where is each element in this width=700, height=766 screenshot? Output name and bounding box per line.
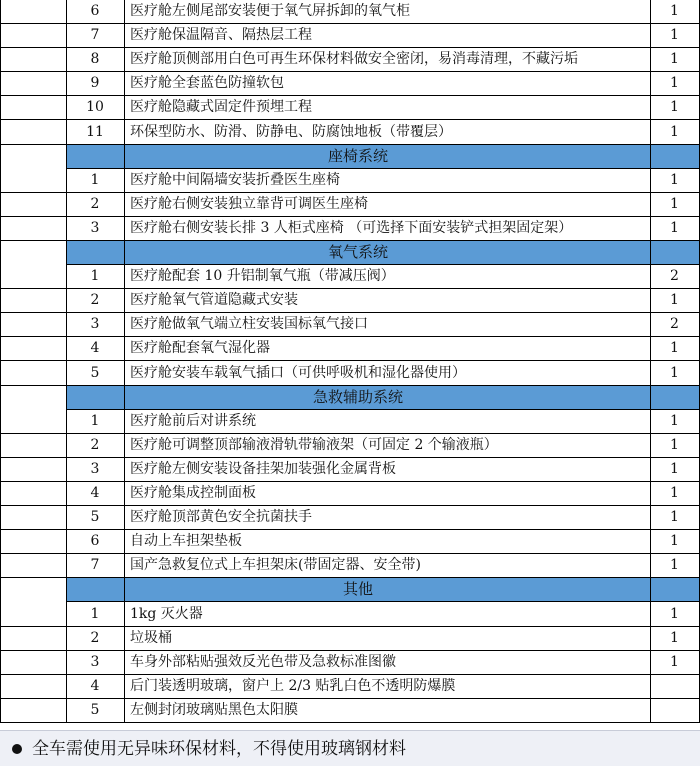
item-description: 医疗舱配套氧气湿化器: [130, 340, 270, 357]
item-quantity: 1: [670, 51, 679, 68]
item-description: 医疗舱做氧气端立柱安装国标氧气接口: [130, 316, 368, 333]
item-quantity: 1: [670, 27, 679, 44]
item-number: 4: [90, 485, 100, 501]
item-quantity: [650, 699, 699, 723]
item-number: 4: [90, 340, 100, 357]
item-number: 5: [90, 701, 100, 718]
item-number: 9: [90, 75, 100, 92]
item-number: 3: [90, 460, 100, 477]
table-row: [0, 603, 700, 627]
item-number: 6: [90, 533, 100, 550]
table-row: [0, 410, 700, 434]
item-quantity: 1: [670, 364, 679, 381]
footer-note: [0, 730, 700, 766]
section-title: 其他: [342, 580, 373, 599]
item-number: 3: [90, 316, 100, 333]
item-quantity: 1: [670, 533, 679, 550]
item-quantity: 1: [670, 629, 679, 646]
item-quantity: 1: [670, 509, 679, 526]
item-description: 1kg 灭火器: [130, 605, 203, 622]
table-row: [0, 72, 700, 96]
item-number: 4: [90, 677, 100, 694]
item-quantity: 1: [670, 412, 679, 429]
table-row: [0, 337, 700, 361]
column-divider: [650, 0, 651, 723]
section-title: 氧气系统: [327, 243, 388, 261]
section-title: 急救辅助系统: [312, 387, 403, 406]
item-number: 5: [90, 364, 100, 381]
table-row: [0, 24, 700, 48]
table-row: [0, 362, 700, 386]
column-divider: [124, 0, 125, 723]
item-description: 环保型防水、防滑、防静电、防腐蚀地板（带覆层）: [130, 123, 452, 140]
item-number: 5: [90, 509, 100, 526]
section-header-row: [0, 241, 700, 265]
item-quantity: 1: [670, 3, 679, 19]
item-quantity: 1: [670, 605, 679, 622]
item-description: 医疗舱安装车载氧气插口（可供呼吸机和湿化器使用）: [130, 364, 466, 381]
item-description: 医疗舱右侧安装长排 3 人柜式座椅 （可选择下面安装铲式担架固定架）: [130, 219, 573, 236]
table-row: [0, 506, 700, 530]
table-row: [0, 482, 700, 506]
table-row: [0, 651, 700, 675]
section-title: 座椅系统: [327, 146, 388, 165]
item-quantity: 1: [670, 460, 679, 477]
item-number: 3: [90, 653, 100, 670]
section-header-row: [0, 578, 700, 602]
item-quantity: 2: [670, 316, 679, 333]
item-quantity: 1: [670, 219, 679, 236]
item-quantity: 1: [670, 171, 679, 188]
table-row: [0, 121, 700, 145]
item-description: 医疗舱左侧尾部安装便于氧气屏拆卸的氧气柜: [130, 3, 410, 19]
row-divider: [0, 722, 700, 723]
table-row: [0, 434, 700, 458]
table-row: [0, 699, 700, 723]
table-row: [0, 675, 700, 699]
column-divider: [0, 0, 1, 723]
item-number: 1: [90, 412, 100, 429]
item-description: 医疗舱可调整顶部输液滑轨带输液架（可固定 2 个输液瓶）: [130, 436, 498, 453]
item-quantity: 1: [670, 123, 679, 140]
item-description: 医疗舱顶部黄色安全抗菌扶手: [130, 509, 312, 526]
item-number: 1: [90, 268, 100, 285]
item-quantity: 1: [670, 436, 679, 453]
table-row: [0, 169, 700, 193]
item-description: 医疗舱前后对讲系统: [130, 412, 256, 429]
item-quantity: 1: [670, 340, 679, 357]
item-quantity: 1: [670, 485, 679, 501]
table-row: [0, 265, 700, 289]
item-number: 2: [90, 195, 100, 212]
item-number: 3: [90, 219, 100, 236]
table-row: [0, 313, 700, 337]
item-number: 8: [90, 51, 100, 68]
table-row: [0, 217, 700, 241]
item-quantity: 1: [670, 653, 679, 670]
item-description: 车身外部粘贴强效反光色带及急救标准图徽: [130, 653, 396, 670]
footer-text: 全车需使用无异味环保材料，不得使用玻璃钢材料: [32, 739, 406, 759]
item-description: 国产急救复位式上车担架床(带固定器、安全带): [130, 557, 421, 574]
item-quantity: [650, 675, 699, 699]
item-quantity: 1: [670, 195, 679, 212]
item-number: 2: [90, 292, 100, 309]
item-description: 医疗舱中间隔墙安装折叠医生座椅: [130, 171, 340, 188]
table-row: [0, 554, 700, 578]
item-quantity: 2: [670, 268, 679, 285]
table-row: [0, 530, 700, 554]
section-header-row: [0, 386, 700, 410]
section-header-row: [0, 145, 700, 169]
item-quantity: 1: [670, 292, 679, 309]
item-description: 医疗舱右侧安装独立靠背可调医生座椅: [130, 195, 368, 212]
item-number: 7: [90, 27, 100, 44]
item-quantity: 1: [670, 75, 679, 92]
bullet-icon: [12, 744, 22, 754]
item-number: 10: [86, 99, 104, 116]
item-description: 医疗舱集成控制面板: [130, 485, 256, 501]
item-quantity: 1: [670, 557, 679, 574]
item-number: 1: [90, 605, 100, 622]
table-row: [0, 458, 700, 482]
item-description: 自动上车担架垫板: [130, 533, 242, 550]
item-number: 11: [86, 123, 104, 140]
item-description: 医疗舱隐藏式固定件预埋工程: [130, 99, 312, 116]
item-number: 2: [90, 436, 100, 453]
item-description: 后门装透明玻璃，窗户上 2/3 贴乳白色不透明防爆膜: [130, 677, 456, 694]
item-number: 6: [90, 3, 100, 19]
item-description: 左侧封闭玻璃贴黑色太阳膜: [130, 701, 298, 718]
table-row: [0, 0, 700, 24]
item-description: 医疗舱氧气管道隐藏式安装: [130, 292, 298, 309]
table-row: [0, 193, 700, 217]
item-description: 医疗舱顶侧部用白色可再生环保材料做安全密闭，易消毒清理，不藏污垢: [130, 51, 578, 68]
item-description: 医疗舱配套 10 升铝制氧气瓶（带减压阀）: [130, 268, 395, 285]
item-description: 医疗舱左侧安装设备挂架加装强化金属背板: [130, 460, 396, 477]
item-quantity: 1: [670, 99, 679, 116]
item-number: 7: [90, 557, 100, 574]
item-description: 医疗舱保温隔音、隔热层工程: [130, 27, 312, 44]
table-row: [0, 289, 700, 313]
table-row: [0, 48, 700, 72]
item-description: 医疗舱全套蓝色防撞软包: [130, 75, 284, 92]
item-number: 2: [90, 629, 100, 646]
item-number: 1: [90, 171, 100, 188]
table-row: [0, 96, 700, 120]
table-row: [0, 627, 700, 651]
item-description: 垃圾桶: [130, 629, 172, 646]
column-divider: [66, 0, 67, 723]
